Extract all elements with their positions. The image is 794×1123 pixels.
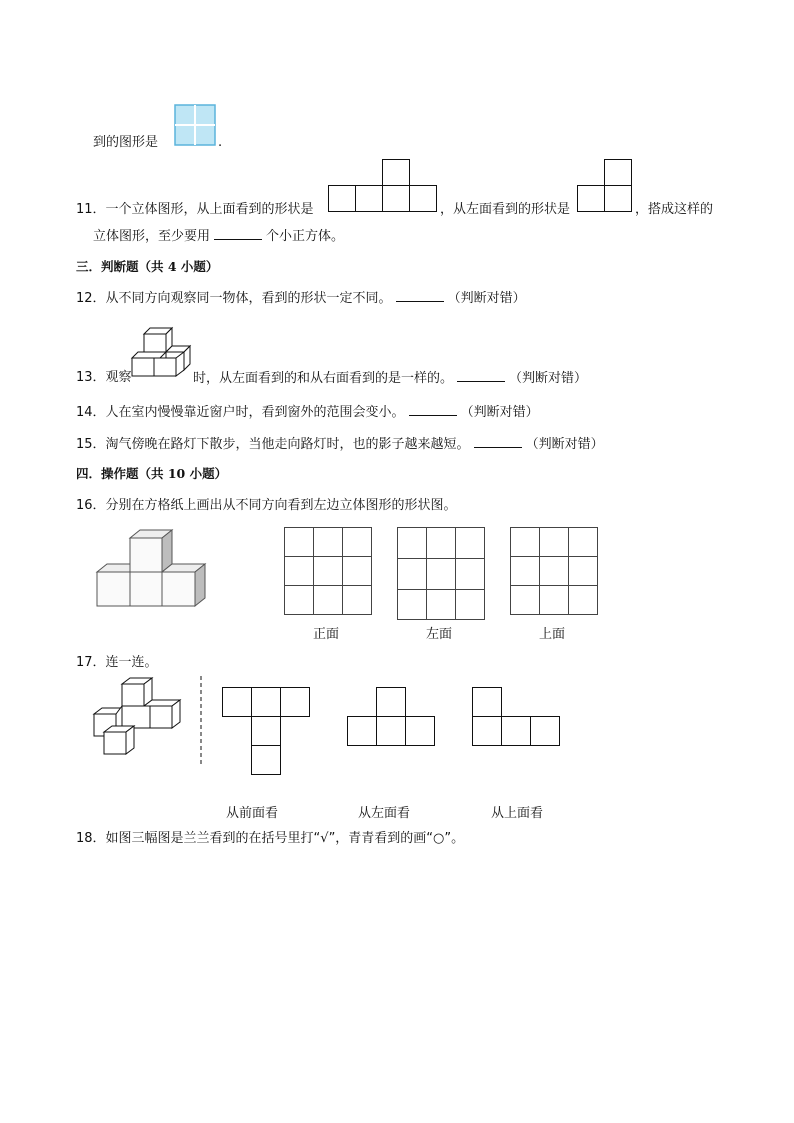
q17 xyxy=(76,654,158,672)
q11-part2: ，从左面看到的形状是 xyxy=(440,202,571,217)
q11-part1: 一个立体图形，从上面看到的形状是 xyxy=(105,202,314,217)
blue-grid-figure xyxy=(174,104,216,146)
q16-grid-left[interactable] xyxy=(397,527,485,621)
q13-num: 13． xyxy=(76,370,106,385)
q12 xyxy=(76,289,526,308)
q11-part3: ，搭成这样的 xyxy=(635,202,714,217)
q18-text: 如图三幅图是兰兰看到的在括号里打“√”，青青看到的画“○”。 xyxy=(105,831,465,846)
q15-answer-blank[interactable] xyxy=(474,435,522,448)
q18 xyxy=(76,830,464,848)
q17-num: 17． xyxy=(76,655,106,670)
q16-label-front: 正面 xyxy=(313,627,340,642)
q13-start xyxy=(76,369,132,387)
q11-line2a: 立体图形，至少要用 xyxy=(93,229,211,244)
q11-line1 xyxy=(76,201,314,219)
q15-tail: （判断对错） xyxy=(525,437,604,452)
q14-num: 14． xyxy=(76,405,106,420)
q13-answer-blank[interactable] xyxy=(457,369,505,382)
q17-label-front[interactable]: 从前面看 xyxy=(226,806,279,821)
q16-label-left: 左面 xyxy=(426,627,453,642)
q13-pre: 观察 xyxy=(105,370,132,385)
q15-text: 淘气傍晚在路灯下散步，当他走向路灯时，也的影子越来越短。 xyxy=(105,437,470,452)
q12-tail: （判断对错） xyxy=(447,291,526,306)
q14-text: 人在室内慢慢靠近窗户时，看到窗外的范围会变小。 xyxy=(105,405,405,420)
q17-text: 连一连。 xyxy=(105,655,158,670)
q16-grid-front[interactable] xyxy=(284,527,372,615)
q13-tail: （判断对错） xyxy=(509,371,588,386)
q17-shape-t[interactable] xyxy=(222,687,310,775)
top-period: . xyxy=(218,135,223,150)
q11-top-view-figure xyxy=(328,158,438,214)
section-4-heading: 四．操作题（共 10 小题） xyxy=(76,466,228,481)
q13-rest xyxy=(193,369,587,388)
q16-text: 分别在方格纸上画出从不同方向看到左边立体图形的形状图。 xyxy=(105,498,457,513)
q17-shape-l[interactable] xyxy=(472,687,560,746)
q17-label-top[interactable]: 从上面看 xyxy=(491,806,544,821)
top-line xyxy=(93,134,158,152)
q13-cube-stack-figure xyxy=(132,324,192,380)
q16-solid-figure xyxy=(95,528,210,610)
q17-label-left[interactable]: 从左面看 xyxy=(358,806,411,821)
q16-num: 16． xyxy=(76,498,106,513)
q15 xyxy=(76,435,604,454)
q16 xyxy=(76,497,457,515)
q11-left-view-figure xyxy=(577,158,635,214)
q15-num: 15． xyxy=(76,437,106,452)
q11-line2 xyxy=(93,227,344,246)
q12-text: 从不同方向观察同一物体，看到的形状一定不同。 xyxy=(105,291,392,306)
q11-num: 11． xyxy=(76,202,106,217)
q12-answer-blank[interactable] xyxy=(396,289,444,302)
q17-cross-solid-figure xyxy=(92,676,188,760)
q11-answer-blank[interactable] xyxy=(214,227,262,240)
section-3-heading: 三．判断题（共 4 小题） xyxy=(76,259,219,274)
q16-label-top: 上面 xyxy=(539,627,566,642)
q12-num: 12． xyxy=(76,291,106,306)
q16-grid-top[interactable] xyxy=(510,527,598,615)
q17-shape-inverted-t[interactable] xyxy=(347,687,435,746)
top-text: 到的图形是 xyxy=(93,135,159,150)
q14-tail: （判断对错） xyxy=(460,405,539,420)
q18-num: 18． xyxy=(76,831,106,846)
q13-text: 时，从左面看到的和从右面看到的是一样的。 xyxy=(193,371,454,386)
q14 xyxy=(76,403,539,422)
q17-dashed-divider xyxy=(199,676,203,768)
q14-answer-blank[interactable] xyxy=(409,403,457,416)
q11-line2b: 个小正方体。 xyxy=(266,229,345,244)
